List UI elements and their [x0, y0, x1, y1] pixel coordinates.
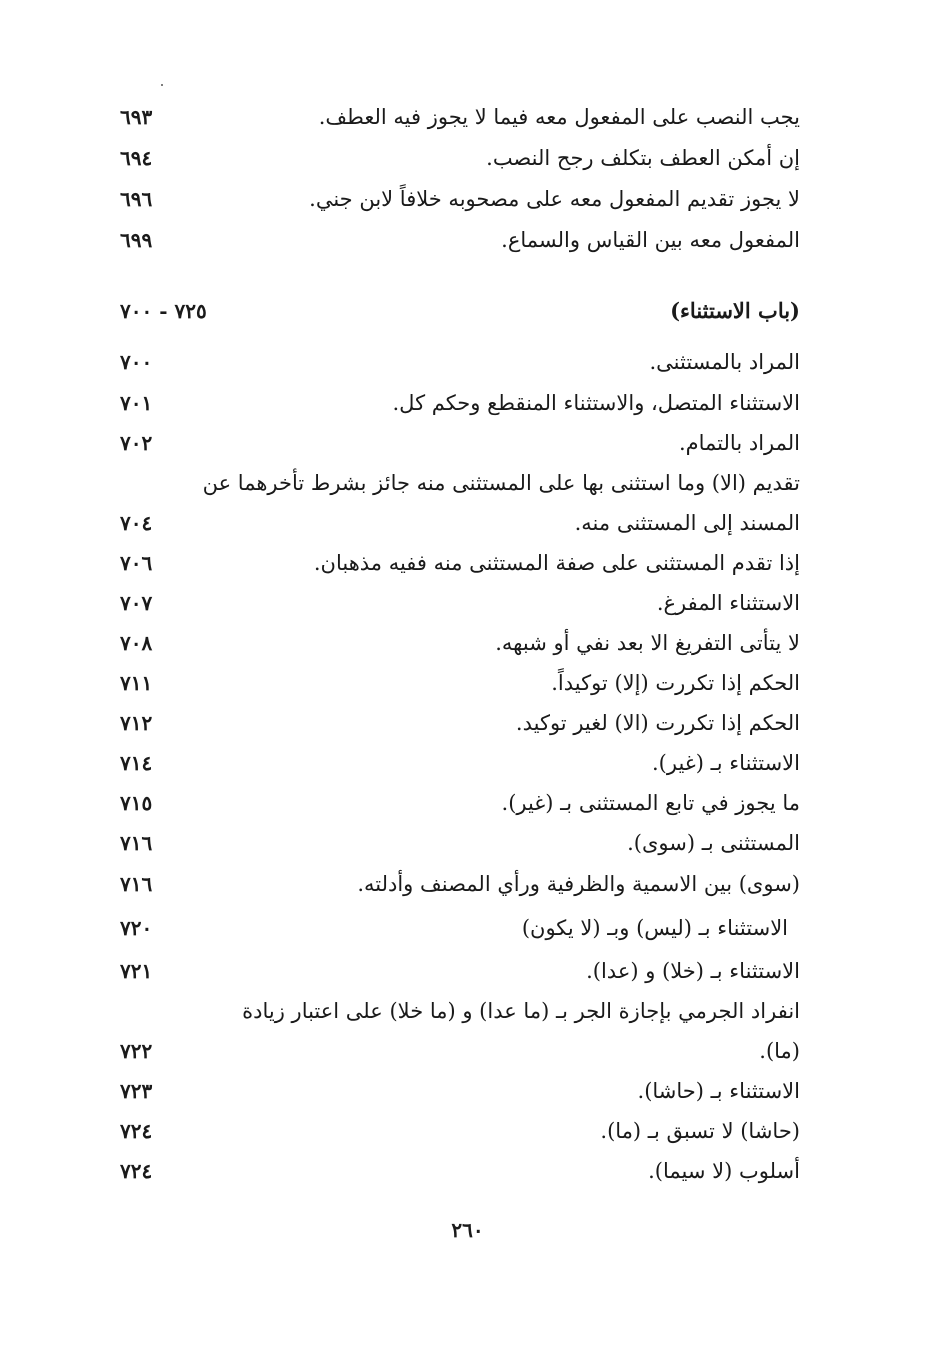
- index-entry: [110, 703, 800, 743]
- entry-page-number: ٧٠٤: [120, 511, 153, 535]
- entry-text: الاستثناء بـ (ليس) وبـ (لا يكون): [521, 916, 788, 940]
- entry-page-number: ٧٢٢: [120, 1039, 153, 1063]
- index-entry: [110, 97, 800, 137]
- entry-page-number: ٧٢٤: [120, 1119, 153, 1143]
- entry-page-number: ٦٩٦: [120, 187, 153, 211]
- entry-page-number: ٧٢٣: [120, 1079, 153, 1103]
- index-entry: [110, 623, 800, 663]
- section-heading: [110, 291, 800, 331]
- entry-text: المراد بالتمام.: [678, 431, 800, 455]
- index-entry: [110, 138, 800, 178]
- index-entry: [110, 908, 800, 948]
- entry-page-number: ٧٠٨: [120, 631, 153, 655]
- entry-text: الاستثناء بـ (خلا) و (عدا).: [586, 959, 800, 983]
- index-entry: [110, 1071, 800, 1111]
- entry-page-number: ٧٠٠: [120, 350, 153, 374]
- index-entry: [110, 220, 800, 260]
- index-entry: [110, 1151, 800, 1191]
- entry-text: لا يجوز تقديم المفعول معه على مصحوبه خلافاً لابن جني.: [309, 187, 800, 211]
- entry-page-number: ٧١٥: [120, 791, 153, 815]
- entry-page-number: ٧٢٠: [120, 916, 153, 940]
- entry-text: ما يجوز في تابع المستثنى بـ (غير).: [501, 791, 800, 815]
- entry-text: (ما).: [759, 1039, 800, 1063]
- entry-page-number: ٧١٦: [120, 872, 153, 896]
- entry-page-number: ٧٢١: [120, 959, 153, 983]
- index-entry: [110, 864, 800, 904]
- index-entry: [110, 342, 800, 382]
- entry-page-number: ٧١٤: [120, 751, 153, 775]
- page-number: ٢٦٠: [451, 1218, 484, 1242]
- index-entry: [110, 463, 800, 503]
- entry-page-number: ٧٠٧: [120, 591, 153, 615]
- entry-page-number: ٧١٢: [120, 711, 153, 735]
- entry-text: (سوى) بين الاسمية والظرفية ورأي المصنف وأدلته.: [357, 872, 800, 896]
- entry-text: إذا تقدم المستثنى على صفة المستثنى منه ففيه مذهبان.: [313, 551, 800, 575]
- entry-text: (حاشا) لا تسبق بـ (ما).: [600, 1119, 800, 1143]
- scan-speck: [161, 84, 163, 86]
- entry-page-number: ٧٠١: [120, 391, 153, 415]
- index-entry: [110, 543, 800, 583]
- index-entry: [110, 503, 800, 543]
- entry-text: الحكم إذا تكررت (إلا) توكيداً.: [551, 671, 800, 695]
- entry-text: الاستثناء بـ (غير).: [651, 751, 800, 775]
- entry-page-number: ٦٩٩: [120, 228, 153, 252]
- index-entry: [110, 583, 800, 623]
- section-page-range: ٧٢٥ - ٧٠٠: [120, 299, 207, 323]
- entry-text: إن أمكن العطف بتكلف رجح النصب.: [486, 146, 800, 170]
- index-entry: [110, 951, 800, 991]
- entry-text: المستثنى بـ (سوى).: [627, 831, 800, 855]
- entry-page-number: ٧١١: [120, 671, 153, 695]
- entry-text: تقديم (الا) وما استثنى بها على المستثنى منه جائز بشرط تأخرهما عن: [202, 471, 800, 495]
- entry-page-number: ٧١٦: [120, 831, 153, 855]
- entry-text: لا يتأتى التفريغ الا بعد نفي أو شبهه.: [495, 631, 800, 655]
- entry-page-number: ٧٠٢: [120, 431, 153, 455]
- index-entry: [110, 783, 800, 823]
- entry-page-number: ٧٠٦: [120, 551, 153, 575]
- entry-text: المفعول معه بين القياس والسماع.: [501, 228, 800, 252]
- index-entry: [110, 663, 800, 703]
- entry-page-number: ٧٢٤: [120, 1159, 153, 1183]
- entry-text: الحكم إذا تكررت (الا) لغير توكيد.: [515, 711, 800, 735]
- entry-text: الاستثناء بـ (حاشا).: [637, 1079, 800, 1103]
- entry-text: الاستثناء المتصل، والاستثناء المنقطع وحكم كل.: [392, 391, 800, 415]
- index-entry: [110, 823, 800, 863]
- index-entry: [110, 423, 800, 463]
- entry-text: أسلوب (لا سيما).: [648, 1159, 800, 1183]
- index-entry: [110, 1031, 800, 1071]
- index-entry: [110, 383, 800, 423]
- entry-text: يجب النصب على المفعول معه فيما لا يجوز فيه العطف.: [318, 105, 800, 129]
- entry-text: الاستثناء المفرغ.: [656, 591, 800, 615]
- index-entry: [110, 179, 800, 219]
- entry-text: المراد بالمستثنى.: [649, 350, 800, 374]
- entry-text: المسند إلى المستثنى منه.: [574, 511, 800, 535]
- entry-text: انفراد الجرمي بإجازة الجر بـ (ما عدا) و (ما خلا) على اعتبار زيادة: [242, 999, 800, 1023]
- index-entry: [110, 991, 800, 1031]
- index-entry: [110, 743, 800, 783]
- section-title: (باب الاستثناء): [670, 298, 800, 323]
- index-entry: [110, 1111, 800, 1151]
- entry-page-number: ٦٩٣: [120, 105, 153, 129]
- entry-page-number: ٦٩٤: [120, 146, 153, 170]
